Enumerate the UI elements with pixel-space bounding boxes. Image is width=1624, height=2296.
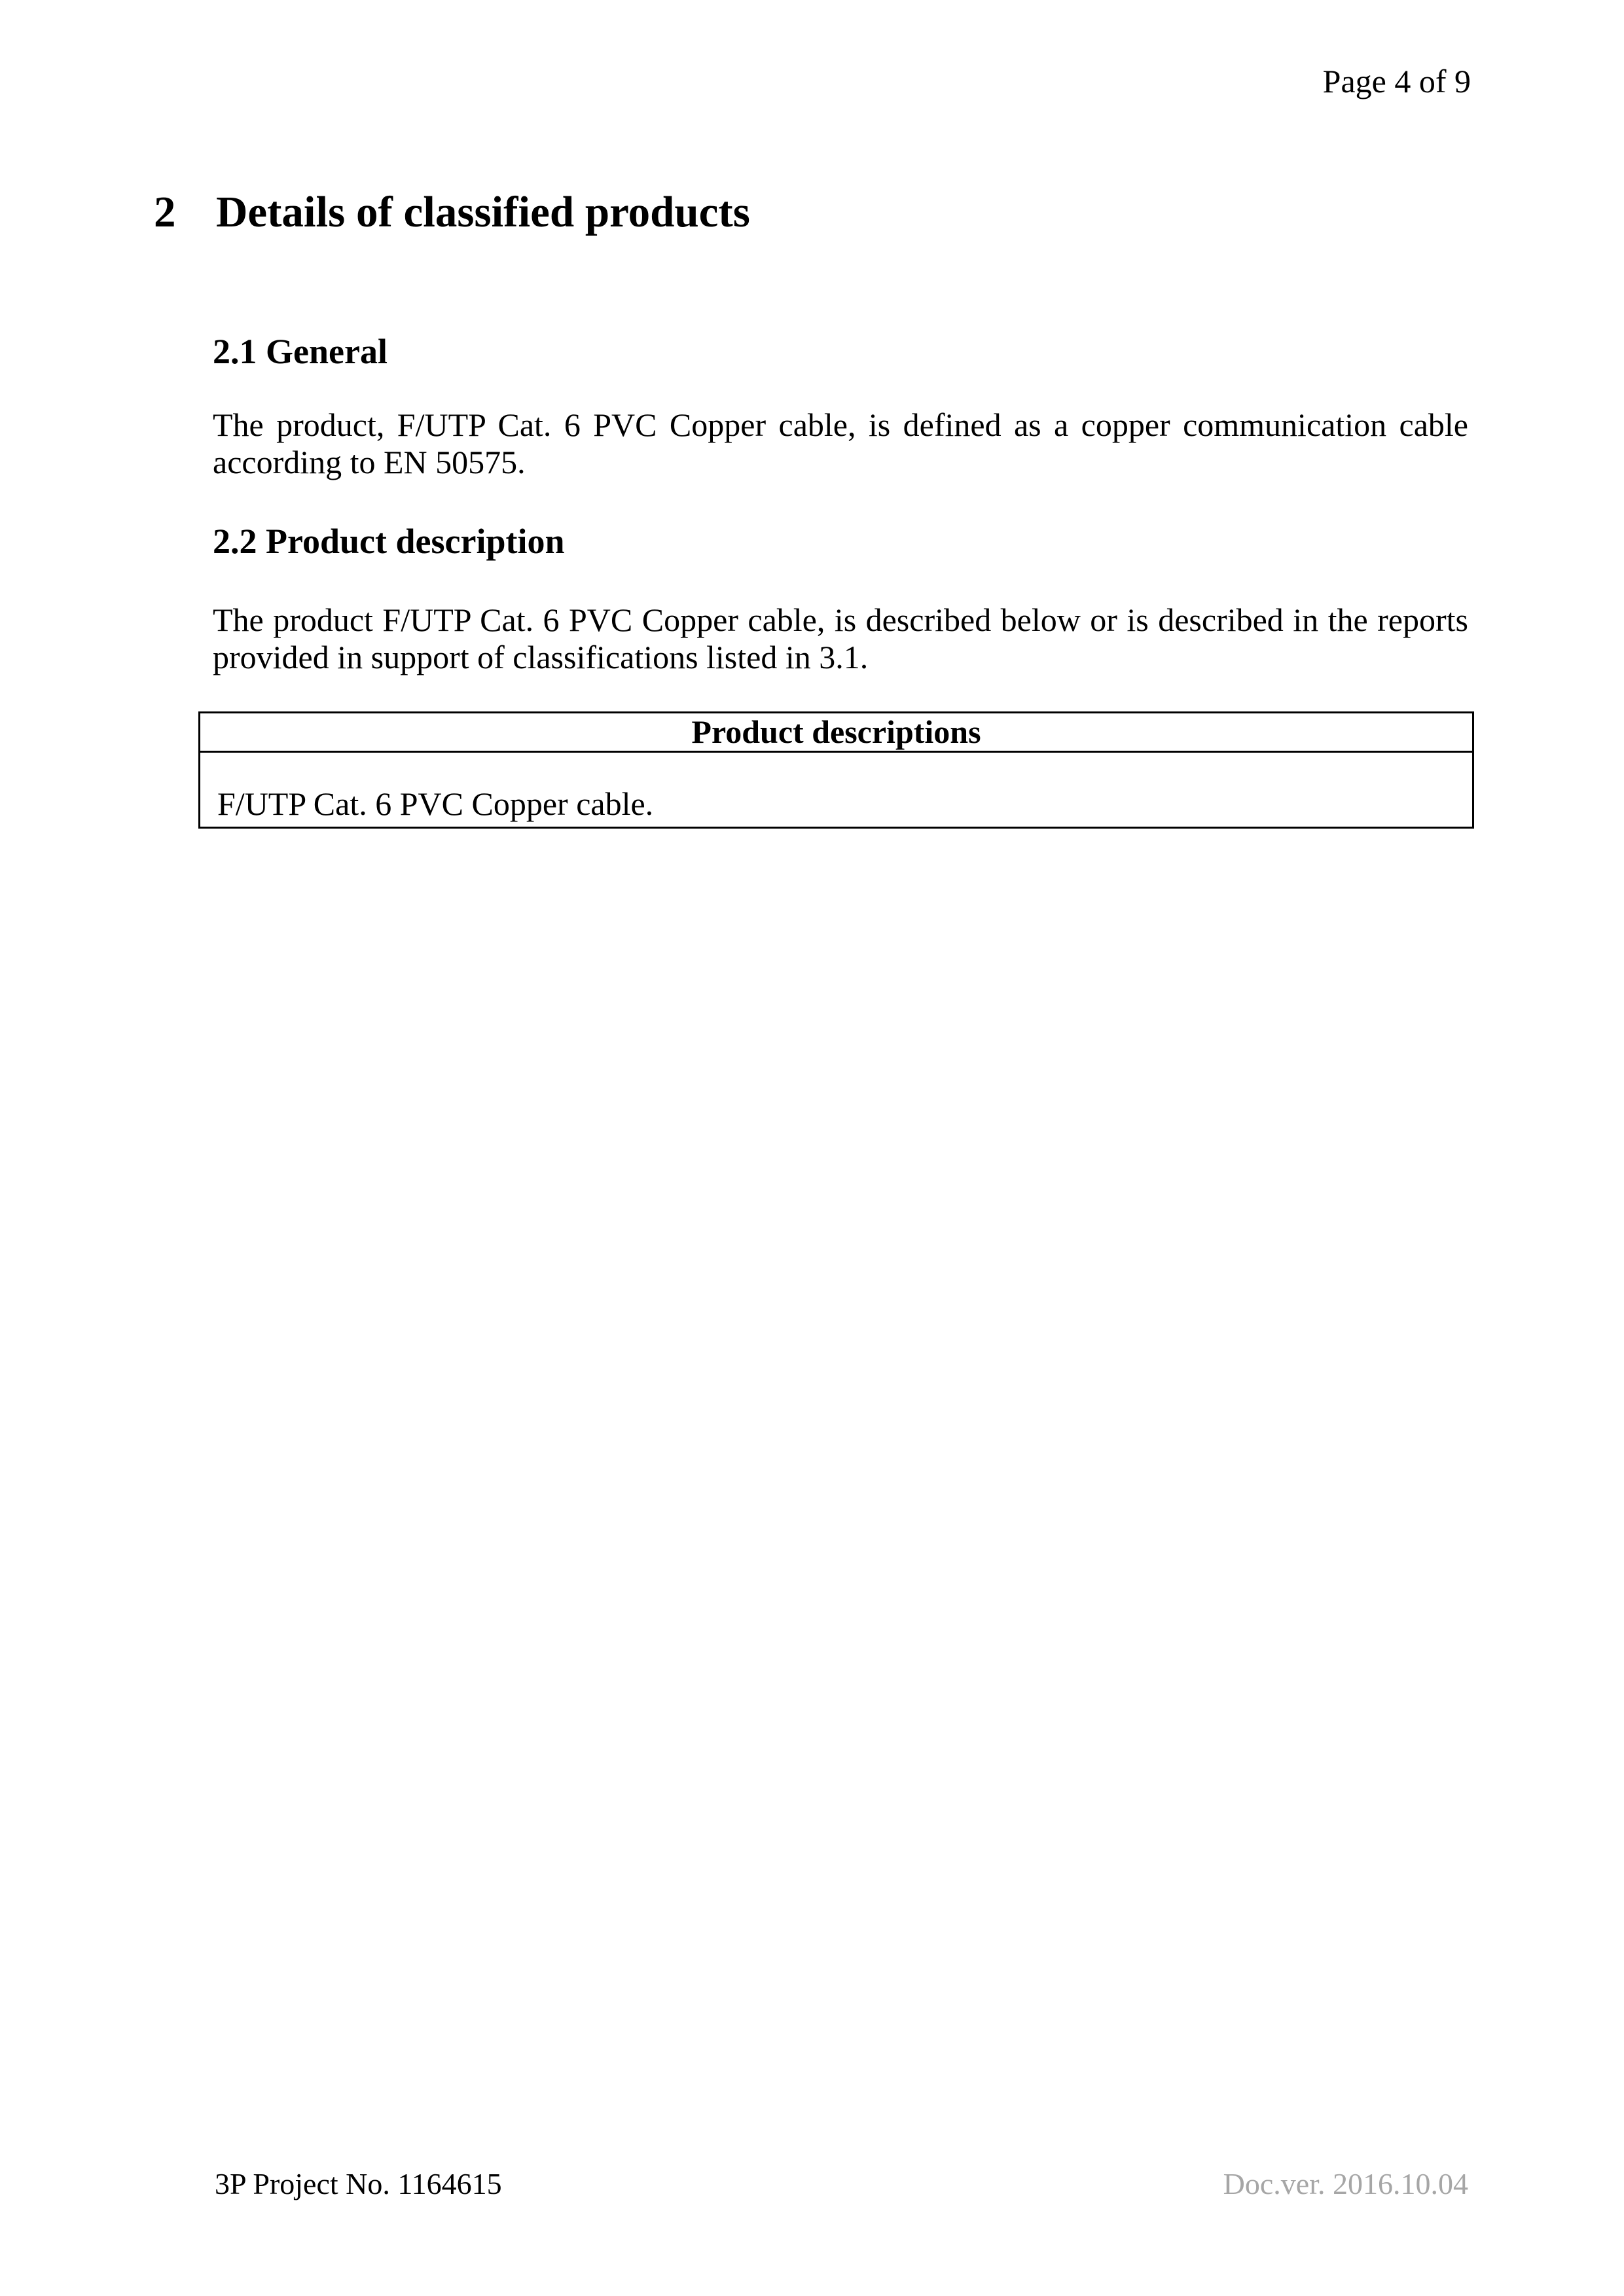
chapter-heading bbox=[154, 188, 1468, 237]
table-header-row bbox=[200, 713, 1473, 752]
footer-doc-version: Doc.ver. 2016.10.04 bbox=[1223, 2167, 1468, 2200]
table-row bbox=[200, 752, 1473, 828]
section-heading-product-description: 2.2 Product description bbox=[213, 522, 565, 561]
paragraph-product-description: The product F/UTP Cat. 6 PVC Copper cable, is described below or is described in the reports provided in support of classifications listed in 3.1. bbox=[213, 601, 1468, 675]
footer-project-number: 3P Project No. 1164615 bbox=[215, 2167, 502, 2200]
table-header-cell: Product descriptions bbox=[200, 713, 1473, 752]
chapter-heading-number: 2 bbox=[154, 188, 176, 236]
table-cell-product-description: F/UTP Cat. 6 PVC Copper cable. bbox=[200, 752, 1473, 828]
paragraph-general: The product, F/UTP Cat. 6 PVC Copper cable, is defined as a copper communication cable according to EN 50575. bbox=[213, 406, 1468, 480]
page-number-label: Page 4 of 9 bbox=[1322, 63, 1471, 99]
section-heading-general: 2.1 General bbox=[213, 332, 388, 371]
chapter-heading-text: Details of classified products bbox=[216, 188, 750, 236]
product-descriptions-table bbox=[198, 711, 1474, 829]
